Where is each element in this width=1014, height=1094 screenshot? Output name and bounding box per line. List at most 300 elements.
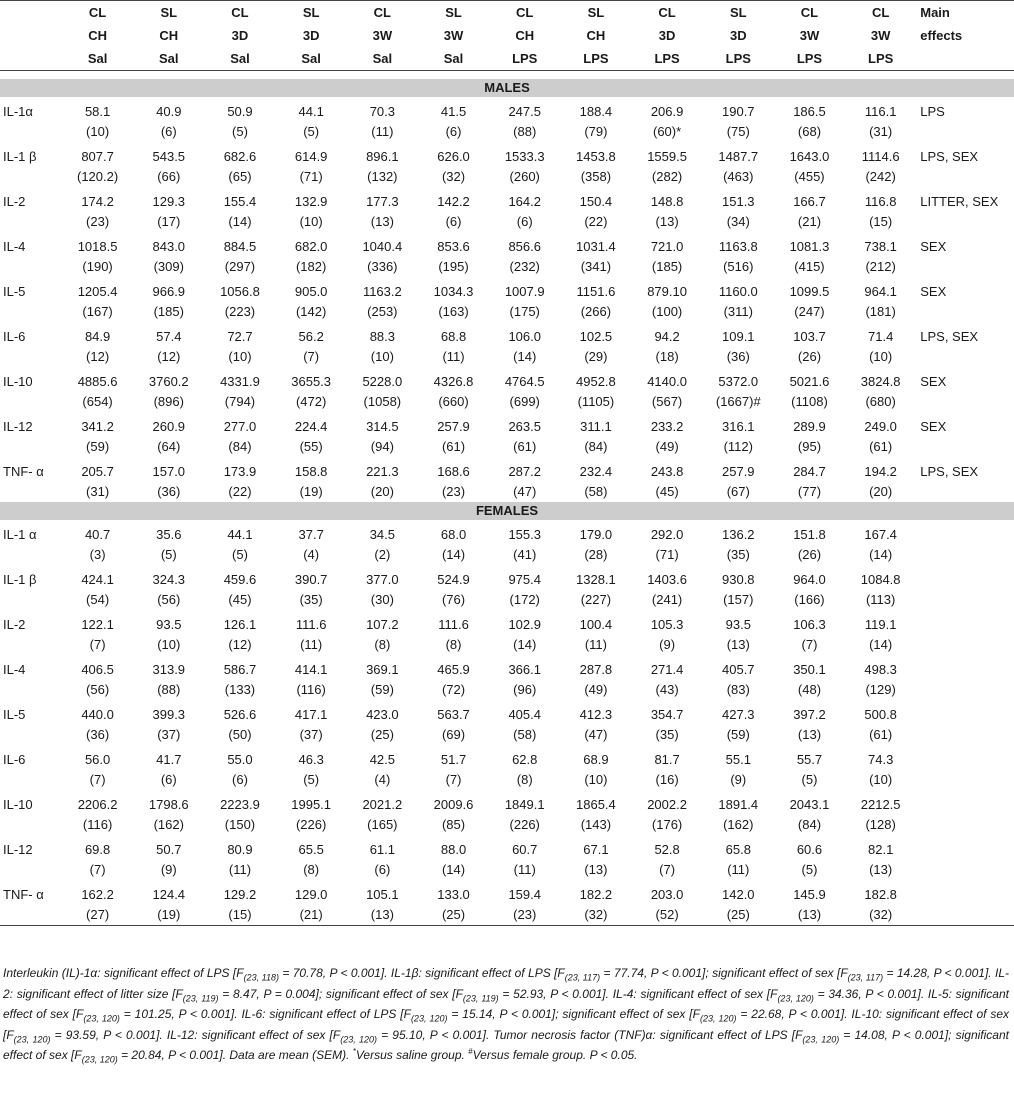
sem-cell: (100): [651, 303, 683, 319]
sem-cell: (5): [160, 546, 177, 562]
sem-cell: (2): [374, 546, 391, 562]
mean-cell: 65.5: [298, 842, 324, 857]
mean-cell: 109.1: [722, 329, 755, 344]
mean-cell: 412.3: [579, 707, 613, 722]
sem-cell: (19): [299, 483, 323, 499]
sem-cell: (455): [794, 168, 825, 184]
sem-cell: (36): [86, 726, 110, 742]
mean-cell: 2212.5: [860, 797, 901, 812]
sem-cell: (10): [869, 348, 893, 364]
mean-cell: 5372.0: [718, 374, 759, 389]
sem-cell: (172): [509, 591, 540, 607]
sem-cell: (32): [441, 168, 466, 184]
mean-cell: 287.2: [508, 464, 541, 479]
sem-cell: (17): [157, 213, 181, 229]
mean-cell: 52.8: [654, 842, 680, 857]
column-header-line: CH: [515, 28, 535, 43]
mean-cell: 105.1: [366, 887, 399, 902]
sem-cell: (22): [228, 483, 252, 499]
sem-cell: (223): [224, 303, 256, 319]
sem-cell: (11): [727, 861, 750, 877]
sem-cell: (415): [794, 258, 825, 274]
mean-cell: 879.10: [647, 284, 687, 299]
mean-cell: 133.0: [437, 887, 470, 902]
table-row: [0, 367, 1014, 390]
sem-effect-cell: [916, 390, 1014, 412]
sem-cell: (8): [303, 861, 320, 877]
cytokine-label: IL-1α: [3, 104, 33, 119]
mean-cell: 1533.3: [504, 149, 545, 164]
mean-cell: 377.0: [366, 572, 399, 587]
sem-cell: (26): [797, 546, 822, 562]
cytokine-label: TNF- α: [3, 464, 44, 479]
column-header-line: CL: [800, 5, 819, 20]
cytokine-label: IL-5: [3, 284, 26, 299]
mean-cell: 247.5: [508, 104, 541, 119]
mean-cell: 1151.6: [576, 284, 616, 299]
table-row: [0, 187, 1014, 210]
mean-cell: 116.8: [864, 194, 897, 209]
sem-cell: (55): [299, 438, 323, 454]
sem-cell: (12): [86, 348, 110, 364]
mean-cell: 142.2: [437, 194, 470, 209]
mean-cell: 221.3: [366, 464, 399, 479]
sem-cell: (32): [560, 903, 631, 926]
mean-cell: 67.1: [583, 842, 609, 857]
main-effect-cell: [916, 745, 1014, 768]
sem-cell: (84): [228, 438, 252, 454]
mean-cell: 106.3: [793, 617, 826, 632]
mean-cell: 173.9: [223, 464, 257, 479]
sem-cell: (47): [584, 726, 608, 742]
sem-cell: (83): [726, 681, 750, 697]
sem-cell: (341): [580, 258, 612, 274]
sem-cell: (182): [295, 258, 327, 274]
mean-cell: 159.4: [508, 887, 541, 902]
mean-cell: 74.3: [868, 752, 894, 767]
section-row: [0, 502, 1014, 520]
mean-cell: 1849.1: [504, 797, 545, 812]
sem-cell: (5): [303, 123, 320, 139]
main-effect-cell: LPS, SEX: [920, 149, 979, 164]
mean-cell: 1163.2: [362, 284, 402, 299]
sem-cell: (157): [723, 591, 754, 607]
column-header-line: Sal: [87, 51, 108, 66]
main-effect-cell: [916, 790, 1014, 813]
mean-cell: 4326.8: [433, 374, 474, 389]
mean-cell: 263.5: [508, 419, 541, 434]
mean-cell: 313.9: [152, 662, 186, 677]
sem-cell: (4): [374, 771, 391, 787]
sem-label-cell: [0, 723, 62, 745]
sem-cell: (61): [441, 438, 466, 454]
sem-cell: (31): [869, 123, 893, 139]
mean-cell: 69.8: [84, 842, 111, 857]
sem-cell: (167): [82, 303, 113, 319]
cytokine-label: IL-10: [3, 797, 33, 812]
mean-cell: 856.6: [508, 239, 541, 254]
mean-cell: 526.6: [223, 707, 257, 722]
spacer-cell: [0, 71, 1014, 80]
sem-cell: (162): [723, 816, 754, 832]
sem-cell: (654): [82, 393, 113, 409]
mean-cell: 61.1: [369, 842, 395, 857]
sem-cell: (266): [580, 303, 612, 319]
sem-cell: (10): [584, 771, 608, 787]
mean-cell: 260.9: [152, 419, 186, 434]
mean-cell: 896.1: [366, 149, 399, 164]
sem-effect-cell: [916, 345, 1014, 367]
sem-cell: (226): [509, 816, 540, 832]
sem-cell: (5): [232, 123, 248, 139]
sem-cell: (75): [726, 123, 750, 139]
sem-effect-cell: [916, 255, 1014, 277]
sem-cell: (175): [509, 303, 540, 319]
sem-label-cell: [0, 858, 62, 880]
sem-cell: (7): [89, 861, 106, 877]
sem-cell: (162): [153, 816, 184, 832]
column-header-line: CL: [516, 5, 534, 20]
sem-cell: (28): [584, 546, 608, 562]
sem-cell: (9): [160, 861, 177, 877]
main-effect-cell: [916, 700, 1014, 723]
sem-cell: (12): [157, 348, 181, 364]
mean-cell: 964.1: [864, 284, 897, 299]
mean-cell: 65.8: [725, 842, 751, 857]
sem-label-cell: [0, 210, 62, 232]
mean-cell: 1559.5: [647, 149, 687, 164]
column-header: [560, 1, 631, 71]
column-header-line: 3D: [231, 28, 249, 43]
mean-cell: 257.9: [437, 419, 470, 434]
sem-label-cell: [0, 768, 62, 790]
mean-cell: 56.2: [298, 329, 324, 344]
table-row: [0, 655, 1014, 678]
sem-cell: (10): [86, 123, 110, 139]
mean-cell: 1865.4: [576, 797, 616, 812]
sem-cell: (61): [513, 438, 537, 454]
sem-cell: (5): [232, 546, 248, 562]
mean-cell: 423.0: [366, 707, 399, 722]
sem-cell: (195): [438, 258, 469, 274]
sem-cell: (6): [445, 123, 462, 139]
sem-cell: (34): [726, 213, 750, 229]
sem-cell: (56): [86, 681, 110, 697]
mean-cell: 498.3: [864, 662, 897, 677]
sem-cell: (7): [89, 636, 106, 652]
mean-cell: 122.1: [81, 617, 114, 632]
sem-cell: (253): [367, 303, 398, 319]
mean-cell: 1007.9: [504, 284, 545, 299]
sem-cell: (166): [794, 591, 825, 607]
sem-cell: (794): [224, 393, 256, 409]
mean-cell: 399.3: [152, 707, 186, 722]
column-header-line: 3W: [870, 28, 891, 43]
sem-cell: (61): [869, 726, 893, 742]
sem-label-cell: [0, 633, 62, 655]
sem-cell: (35): [299, 591, 323, 607]
mean-cell: 35.6: [156, 527, 182, 542]
mean-cell: 316.1: [722, 419, 755, 434]
main-effect-cell: SEX: [920, 284, 947, 299]
sem-cell: (1058): [363, 393, 402, 409]
mean-cell: 126.1: [223, 617, 257, 632]
mean-cell: 72.7: [227, 329, 253, 344]
sem-cell: (13): [347, 903, 418, 926]
mean-cell: 1034.3: [433, 284, 474, 299]
sem-cell: (11): [513, 861, 536, 877]
column-header: [632, 1, 703, 71]
mean-cell: 1056.8: [220, 284, 260, 299]
mean-cell: 405.4: [508, 707, 541, 722]
mean-cell: 905.0: [294, 284, 328, 299]
sem-cell: (14): [869, 546, 893, 562]
mean-cell: 58.1: [84, 104, 111, 119]
mean-cell: 136.2: [722, 527, 755, 542]
mean-cell: 1160.0: [718, 284, 758, 299]
sem-cell: (113): [865, 591, 896, 607]
sem-cell: (45): [655, 483, 679, 499]
mean-cell: 1018.5: [77, 239, 118, 254]
mean-cell: 71.4: [868, 329, 894, 344]
mean-cell: 44.1: [227, 527, 253, 542]
sem-effect-cell: [916, 588, 1014, 610]
sem-cell: (311): [723, 303, 753, 319]
mean-cell: 738.1: [864, 239, 897, 254]
main-effect-cell: [916, 565, 1014, 588]
mean-cell: 148.8: [650, 194, 684, 209]
sem-cell: (6): [160, 771, 177, 787]
mean-cell: 60.7: [512, 842, 538, 857]
sem-cell: (6): [160, 123, 177, 139]
column-header-line: CH: [586, 28, 606, 43]
mean-cell: 233.2: [650, 419, 684, 434]
column-header-line: SL: [160, 5, 178, 20]
mean-cell: 427.3: [722, 707, 755, 722]
sem-cell: (181): [865, 303, 896, 319]
table-row-sem: [0, 435, 1014, 457]
mean-cell: 174.2: [81, 194, 114, 209]
sem-cell: (6): [232, 771, 248, 787]
table-row-sem: [0, 723, 1014, 745]
mean-cell: 68.9: [583, 752, 609, 767]
mean-cell: 51.7: [440, 752, 467, 767]
sem-cell: (143): [580, 816, 612, 832]
table-row: [0, 232, 1014, 255]
mean-cell: 1328.1: [576, 572, 616, 587]
table-row-sem: [0, 678, 1014, 700]
main-effect-cell: LPS, SEX: [920, 329, 979, 344]
main-effects-header: [916, 1, 1014, 71]
column-header: [133, 1, 204, 71]
table-row-sem: [0, 390, 1014, 412]
mean-cell: 102.5: [579, 329, 613, 344]
mean-cell: 682.6: [223, 149, 257, 164]
mean-cell: 151.8: [793, 527, 826, 542]
cytokine-label: IL-5: [3, 707, 26, 722]
main-effect-cell: [916, 520, 1014, 543]
sem-cell: (7): [659, 861, 676, 877]
column-header: [347, 1, 418, 71]
sem-cell: (52): [632, 903, 703, 926]
sem-cell: (516): [723, 258, 754, 274]
mean-cell: 41.5: [440, 104, 467, 119]
sem-cell: (9): [730, 771, 747, 787]
sem-cell: (4): [303, 546, 320, 562]
table-row: [0, 880, 1014, 903]
sem-label-cell: [0, 120, 62, 142]
mean-cell: 3824.8: [860, 374, 901, 389]
column-header-line: CL: [658, 5, 676, 20]
mean-cell: 55.0: [227, 752, 253, 767]
mean-cell: 37.7: [298, 527, 324, 542]
mean-cell: 417.1: [294, 707, 328, 722]
mean-cell: 277.0: [223, 419, 257, 434]
mean-cell: 563.7: [437, 707, 470, 722]
sem-cell: (9): [659, 636, 676, 652]
sem-cell: (120.2): [76, 168, 119, 184]
mean-cell: 682.0: [294, 239, 328, 254]
mean-cell: 930.8: [722, 572, 755, 587]
column-header-line: LPS: [583, 51, 609, 66]
mean-cell: 1163.8: [718, 239, 758, 254]
table-row-sem: [0, 813, 1014, 835]
sem-cell: (567): [651, 393, 683, 409]
table-row-sem: [0, 588, 1014, 610]
column-header-line: Sal: [372, 51, 393, 66]
sem-cell: (358): [580, 168, 612, 184]
sem-cell: (6): [516, 213, 533, 229]
sem-cell: (25): [370, 726, 394, 742]
mean-cell: 50.9: [227, 104, 253, 119]
mean-cell: 68.0: [440, 527, 467, 542]
cytokine-label: IL-6: [3, 752, 26, 767]
sem-cell: (1667)#: [715, 393, 761, 409]
sem-cell: (128): [865, 816, 896, 832]
sem-cell: (150): [224, 816, 256, 832]
mean-cell: 1205.4: [77, 284, 118, 299]
sem-cell: (60)*: [653, 123, 682, 139]
sem-cell: (297): [224, 258, 256, 274]
sem-cell: (10): [228, 348, 252, 364]
sem-cell: (95): [797, 438, 822, 454]
column-header-line: SL: [729, 5, 747, 20]
sem-cell: (116): [296, 681, 326, 697]
mean-cell: 2002.2: [647, 797, 687, 812]
sem-cell: (11): [442, 348, 465, 364]
column-header-line: LPS: [512, 51, 538, 66]
sem-cell: (77): [797, 483, 822, 499]
sem-cell: (29): [584, 348, 608, 364]
sem-cell: (116): [82, 816, 113, 832]
table-row-sem: [0, 210, 1014, 232]
mean-cell: 390.7: [294, 572, 328, 587]
sem-cell: (163): [438, 303, 469, 319]
sem-cell: (13): [370, 213, 394, 229]
mean-cell: 94.2: [654, 329, 680, 344]
column-header-line: CL: [231, 5, 249, 20]
sem-cell: (23): [489, 903, 560, 926]
cytokine-label: IL-4: [3, 239, 26, 254]
mean-cell: 350.1: [793, 662, 826, 677]
mean-cell: 129.0: [294, 887, 328, 902]
mean-cell: 397.2: [793, 707, 826, 722]
table-body: [0, 71, 1014, 926]
sem-cell: (18): [655, 348, 679, 364]
mean-cell: 224.4: [294, 419, 328, 434]
sem-label-cell: [0, 543, 62, 565]
sem-cell: (226): [295, 816, 327, 832]
sem-label-cell: [0, 345, 62, 367]
mean-cell: 155.3: [508, 527, 541, 542]
sem-cell: (43): [655, 681, 679, 697]
sem-cell: (61): [869, 438, 893, 454]
sem-cell: (58): [584, 483, 608, 499]
column-header: [703, 1, 774, 71]
sem-cell: (14): [441, 546, 466, 562]
sem-cell: (112): [723, 438, 753, 454]
sem-cell: (11): [228, 861, 252, 877]
sem-cell: (32): [845, 903, 916, 926]
sem-cell: (1105): [577, 393, 615, 409]
mean-cell: 243.8: [650, 464, 684, 479]
table-row: [0, 610, 1014, 633]
sem-cell: (699): [509, 393, 540, 409]
sem-label-cell: [0, 255, 62, 277]
mean-cell: 111.6: [438, 617, 469, 632]
column-header: [276, 1, 347, 71]
mean-cell: 341.2: [81, 419, 114, 434]
sem-cell: (247): [794, 303, 825, 319]
mean-cell: 142.0: [722, 887, 755, 902]
sem-cell: (13): [655, 213, 679, 229]
mean-cell: 314.5: [366, 419, 399, 434]
column-header-line: SL: [302, 5, 320, 20]
mean-cell: 807.7: [81, 149, 114, 164]
mean-cell: 111.6: [295, 617, 327, 632]
main-effect-cell: LITTER, SEX: [920, 194, 999, 209]
mean-cell: 369.1: [366, 662, 399, 677]
mean-cell: 46.3: [298, 752, 324, 767]
mean-cell: 56.0: [84, 752, 111, 767]
sem-cell: (22): [584, 213, 608, 229]
sem-cell: (23): [86, 213, 110, 229]
column-header-line: 3W: [443, 28, 464, 43]
column-header-line: SL: [445, 5, 462, 20]
mean-cell: 157.0: [152, 464, 186, 479]
mean-cell: 249.0: [864, 419, 897, 434]
sem-cell: (30): [370, 591, 394, 607]
sem-cell: (165): [367, 816, 398, 832]
mean-cell: 105.3: [650, 617, 684, 632]
sem-cell: (13): [584, 861, 608, 877]
sem-label-cell: [0, 480, 62, 502]
table-row: [0, 565, 1014, 588]
column-header-line: Sal: [301, 51, 321, 66]
table-row-sem: [0, 633, 1014, 655]
mean-cell: 721.0: [650, 239, 684, 254]
mean-cell: 1798.6: [148, 797, 189, 812]
mean-cell: 44.1: [298, 104, 324, 119]
column-header-line: SL: [587, 5, 605, 20]
mean-cell: 2223.9: [220, 797, 260, 812]
mean-cell: 34.5: [369, 527, 395, 542]
sem-cell: (35): [655, 726, 679, 742]
main-effect-cell: [916, 655, 1014, 678]
sem-cell: (14): [869, 636, 893, 652]
mean-cell: 4764.5: [504, 374, 545, 389]
mean-cell: 119.1: [864, 617, 897, 632]
